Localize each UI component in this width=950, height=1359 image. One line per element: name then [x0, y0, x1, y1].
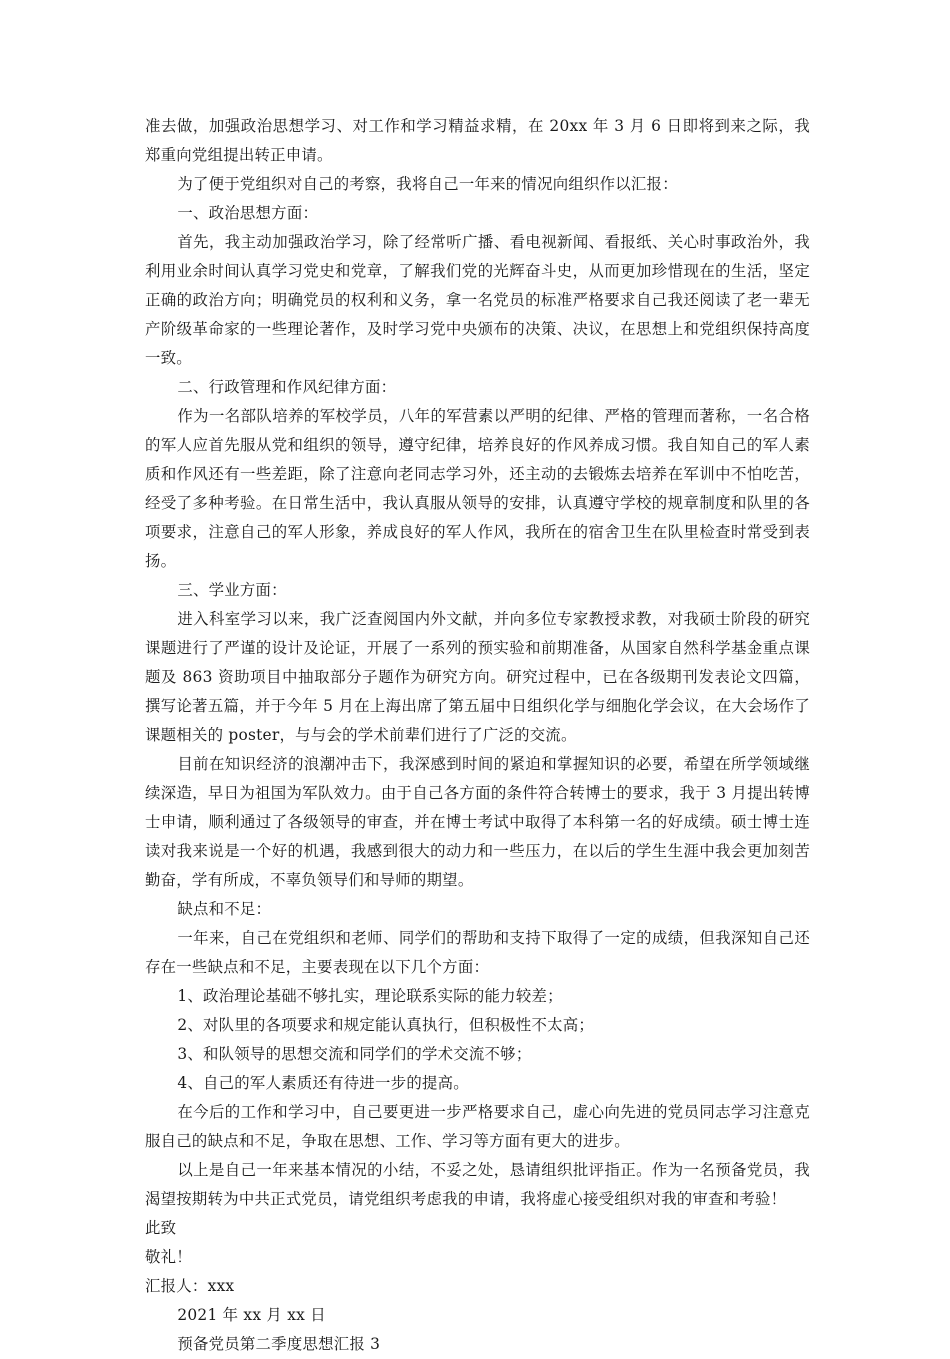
paragraph: 进入科室学习以来，我广泛查阅国内外文献，并向多位专家教授求教，对我硕士阶段的研究课题进行了严谨的设计及论证，开展了一系列的预实验和前期准备，从国家自然科学基金重点课题及 863 资助项目中抽取部分子题作为研究方向。研究过程中，已在各级期刊发表论文四篇，撰写论著五篇，并于今年 5 月在上海出席了第五届中日组织化学与细胞化学会议，在大会场作了课题相关的 poster，与与会的学术前辈们进行了广泛的交流。	[145, 610, 810, 744]
section-heading: 一、政治思想方面：	[177, 204, 319, 222]
paragraph: 一年来，自己在党组织和老师、同学们的帮助和支持下取得了一定的成绩，但我深知自己还存在一些缺点和不足，主要表现在以下几个方面：	[145, 929, 810, 976]
list-item: 4、自己的军人素质还有待进一步的提高。	[177, 1074, 469, 1092]
paragraph: 在今后的工作和学习中，自己要更进一步严格要求自己，虚心向先进的党员同志学习注意克服自己的缺点和不足，争取在思想、工作、学习等方面有更大的进步。	[145, 1103, 810, 1150]
paragraph: 为了便于党组织对自己的考察，我将自己一年来的情况向组织作以汇报：	[177, 175, 678, 193]
list-item: 3、和队领导的思想交流和同学们的学术交流不够；	[177, 1045, 532, 1063]
section-heading: 二、行政管理和作风纪律方面：	[177, 378, 397, 396]
paragraph: 作为一名部队培养的军校学员，八年的军营素以严明的纪律、严格的管理而著称，一名合格的军人应首先服从党和组织的领导，遵守纪律，培养良好的作风养成习惯。我自知自己的军人素质和作风还有一些差距，除了注意向老同志学习外，还主动的去锻炼去培养在军训中不怕吃苦，经受了多种考验。在日常生活中，我认真服从领导的安排，认真遵守学校的规章制度和队里的各项要求，注意自己的军人形象，养成良好的军人作风，我所在的宿舍卫生在队里检查时常受到表扬。	[145, 407, 810, 570]
report-date: 2021 年 xx 月 xx 日	[177, 1306, 326, 1324]
list-item: 1、政治理论基础不够扎实，理论联系实际的能力较差；	[177, 987, 563, 1005]
paragraph: 目前在知识经济的浪潮冲击下，我深感到时间的紧迫和掌握知识的必要，希望在所学领域继续深造，早日为祖国为军队效力。由于自己各方面的条件符合转博士的要求，我于 3 月提出转博士申请，顺利通过了各级领导的审查，并在博士考试中取得了本科第一名的好成绩。硕士博士连读对我来说是一个好的机遇，我感到很大的动力和一些压力，在以后的学生生涯中我会更加刻苦勤奋，学有所成，不辜负领导们和导师的期望。	[145, 755, 810, 889]
next-section-title: 预备党员第二季度思想汇报 3	[177, 1335, 381, 1353]
closing-regards: 敬礼！	[145, 1248, 192, 1266]
closing-salutation: 此致	[145, 1219, 177, 1237]
paragraph: 首先，我主动加强政治学习，除了经常听广播、看电视新闻、看报纸、关心时事政治外，我利用业余时间认真学习党史和党章，了解我们党的光辉奋斗史，从而更加珍惜现在的生活，坚定正确的政治方向；明确党员的权利和义务，拿一名党员的标准严格要求自己我还阅读了老一辈无产阶级革命家的一些理论著作，及时学习党中央颁布的决策、决议，在思想上和党组织保持高度一致。	[145, 233, 810, 367]
document-page	[145, 112, 810, 1359]
section-heading: 三、学业方面：	[177, 581, 287, 599]
section-heading: 缺点和不足：	[177, 900, 272, 918]
paragraph: 以上是自己一年来基本情况的小结，不妥之处，恳请组织批评指正。作为一名预备党员，我渴望按期转为中共正式党员，请党组织考虑我的申请，我将虚心接受组织对我的审查和考验！	[145, 1161, 810, 1208]
reporter-signature: 汇报人：xxx	[145, 1277, 235, 1295]
paragraph: 准去做，加强政治思想学习、对工作和学习精益求精，在 20xx 年 3 月 6 日即将到来之际，我郑重向党组提出转正申请。	[145, 117, 810, 164]
list-item: 2、对队里的各项要求和规定能认真执行，但积极性不太高；	[177, 1016, 595, 1034]
